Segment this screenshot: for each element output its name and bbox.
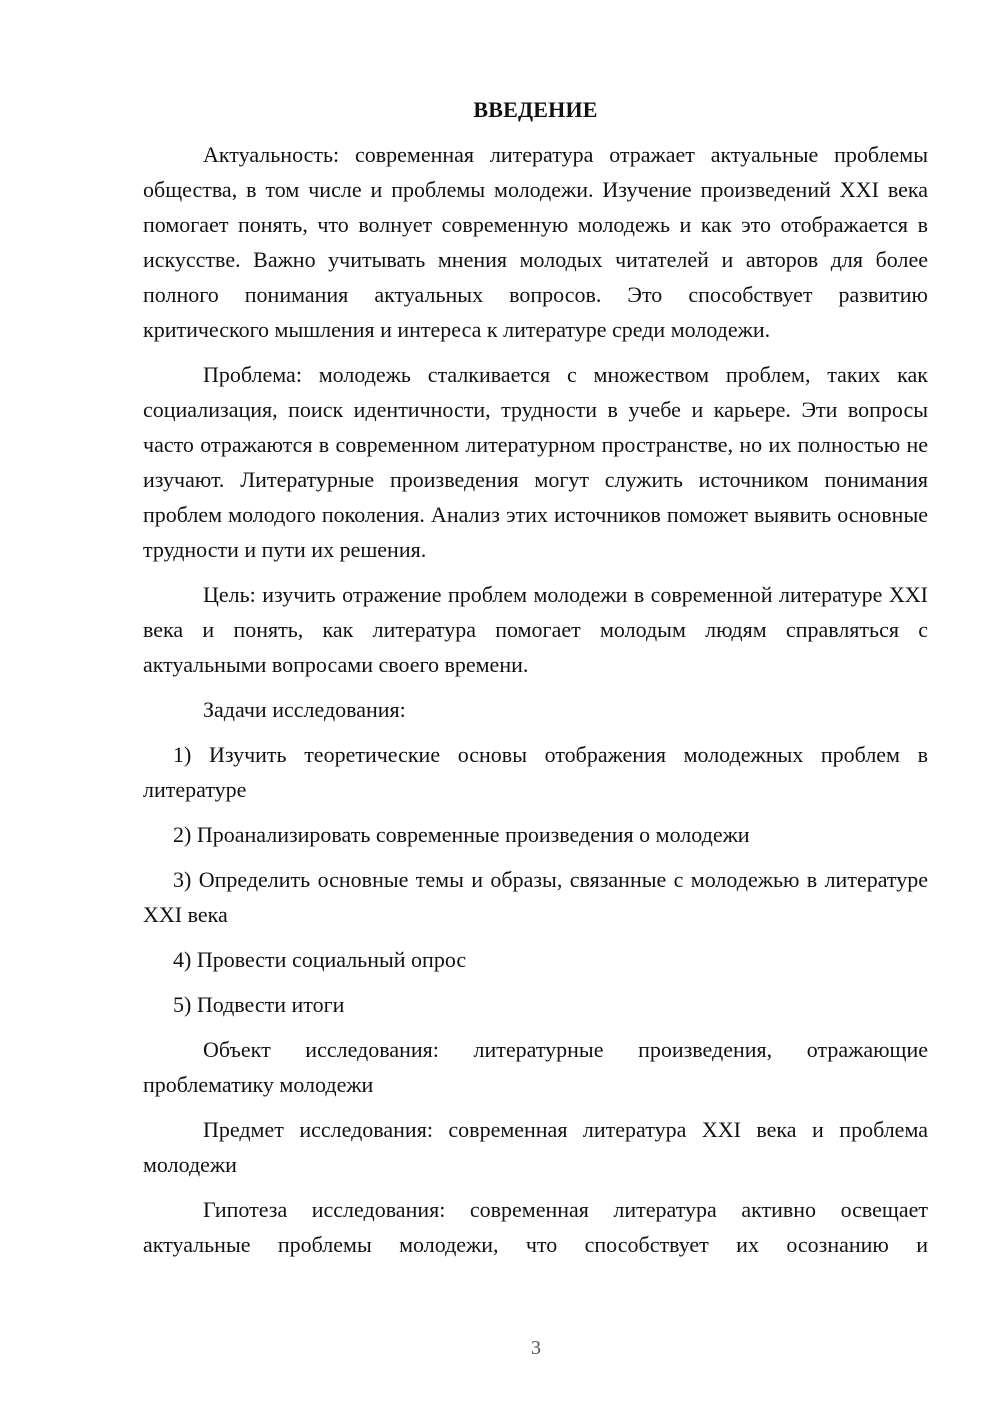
relevance-paragraph: Актуальность: современная литература отражает актуальные проблемы общества, в том числе и проблемы молодежи. Изучение произведений XXI века помогает понять, что волнует современную молодежь и как это отображается в искусстве. Важно учитывать мнения молодых читателей и авторов для более полного понимания актуальных вопросов. Это способствует развитию критического мышления и интереса к литературе среди молодежи. bbox=[143, 142, 928, 342]
problem-paragraph: Проблема: молодежь сталкивается с множеством проблем, таких как социализация, поиск идентичности, трудности в учебе и карьере. Эти вопросы часто отражаются в современном литературном пространстве, но их полностью не изучают. Литературные произведения могут служить источником понимания проблем молодого поколения. Анализ этих источников поможет выявить основные трудности и пути их решения. bbox=[143, 362, 928, 562]
section-title: ВВЕДЕНИЕ bbox=[473, 97, 598, 122]
goal-paragraph: Цель: изучить отражение проблем молодежи в современной литературе XXI века и понять, как литература помогает молодым людям справляться с актуальными вопросами своего времени. bbox=[143, 582, 928, 677]
subject-paragraph: Предмет исследования: современная литература XXI века и проблема молодежи bbox=[143, 1117, 928, 1177]
tasks-list bbox=[143, 737, 928, 1022]
task-item: 5) Подвести итоги bbox=[173, 992, 345, 1017]
page-content bbox=[143, 92, 928, 1272]
task-item: 4) Провести социальный опрос bbox=[173, 947, 467, 972]
task-item: 1) Изучить теоретические основы отображения молодежных проблем в литературе bbox=[143, 742, 928, 802]
page-number: 3 bbox=[531, 1337, 541, 1359]
object-paragraph: Объект исследования: литературные произведения, отражающие проблематику молодежи bbox=[143, 1037, 928, 1097]
task-item: 2) Проанализировать современные произведения о молодежи bbox=[173, 822, 750, 847]
hypothesis-paragraph: Гипотеза исследования: современная литература активно освещает актуальные проблемы молодежи, что способствует их осознанию и bbox=[143, 1197, 928, 1257]
tasks-heading: Задачи исследования: bbox=[203, 697, 406, 722]
task-item: 3) Определить основные темы и образы, связанные с молодежью в литературе XXI века bbox=[143, 867, 928, 927]
